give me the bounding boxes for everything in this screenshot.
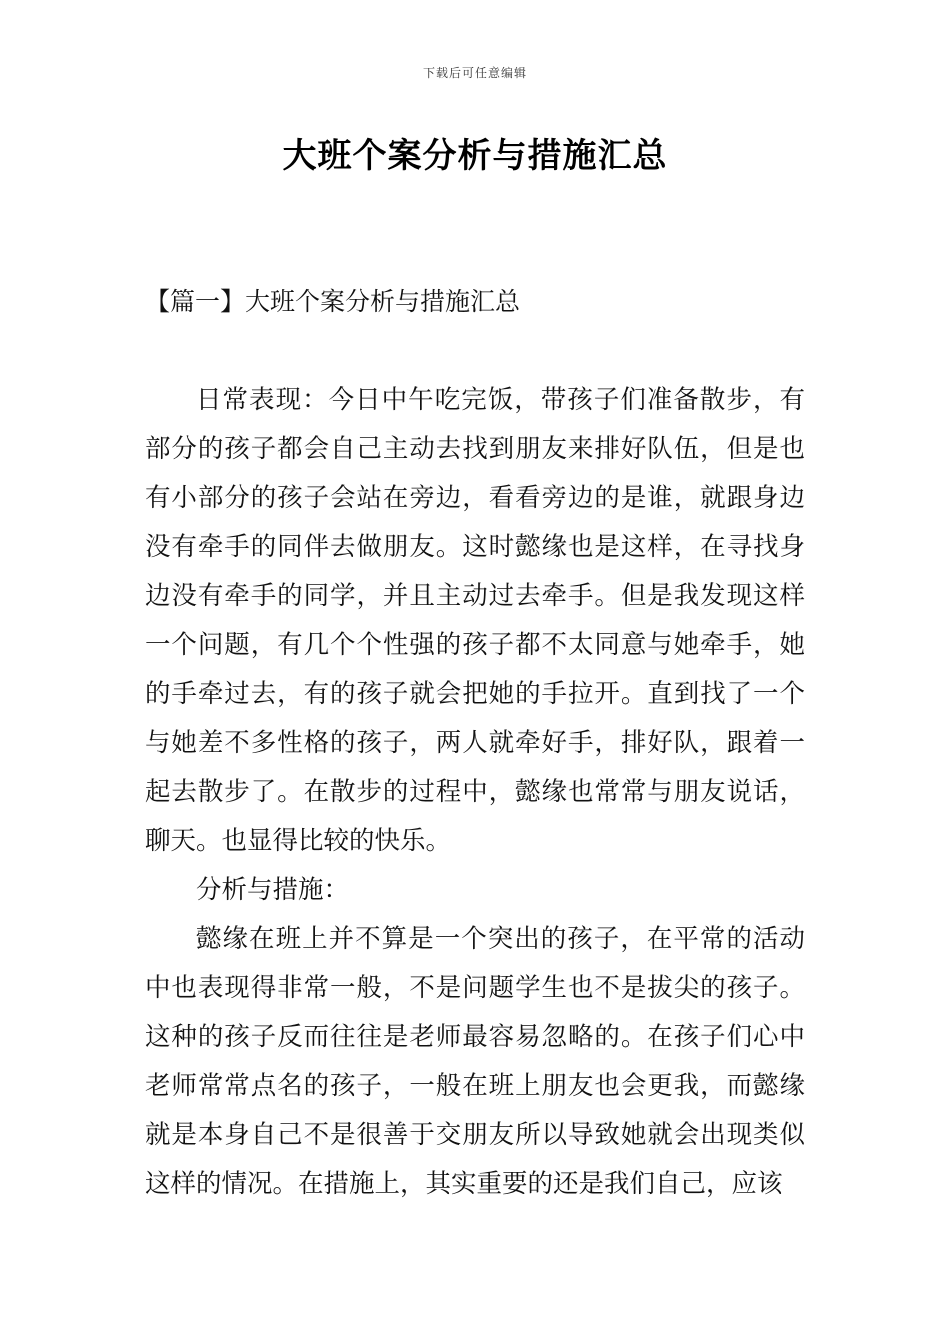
paragraph-analysis-heading: 分析与措施： <box>196 875 350 905</box>
document-title: 大班个案分析与措施汇总 <box>282 136 668 176</box>
header-note: 下载后可任意编辑 <box>422 66 527 80</box>
document-body <box>145 376 805 1209</box>
section-heading: 【篇一】大班个案分析与措施汇总 <box>145 287 521 316</box>
paragraph-analysis-body: 懿缘在班上并不算是一个突出的孩子，在平常的活动中也表现得非常一般，不是问题学生也不是拔尖的孩子。这种的孩子反而往往是老师最容易忽略的。在孩子们心中老师常常点名的孩子，一般在班上朋友也会更我，而懿缘就是本身自己不是很善于交朋友所以导致她就会出现类似这样的情况。在措施上，其实重要的还是我们自己，应该 <box>145 924 805 1199</box>
paragraph-daily-behavior: 日常表现：今日中午吃完饭，带孩子们准备散步，有部分的孩子都会自己主动去找到朋友来排好队伍，但是也有小部分的孩子会站在旁边，看看旁边的是谁，就跟身边没有牵手的同伴去做朋友。这时懿缘也是这样，在寻找身边没有牵手的同学，并且主动过去牵手。但是我发现这样一个问题，有几个个性强的孩子都不太同意与她牵手，她的手牵过去，有的孩子就会把她的手拉开。直到找了一个与她差不多性格的孩子，两人就牵好手，排好队，跟着一起去散步了。在散步的过程中，懿缘也常常与朋友说话，聊天。也显得比较的快乐。 <box>145 385 805 856</box>
